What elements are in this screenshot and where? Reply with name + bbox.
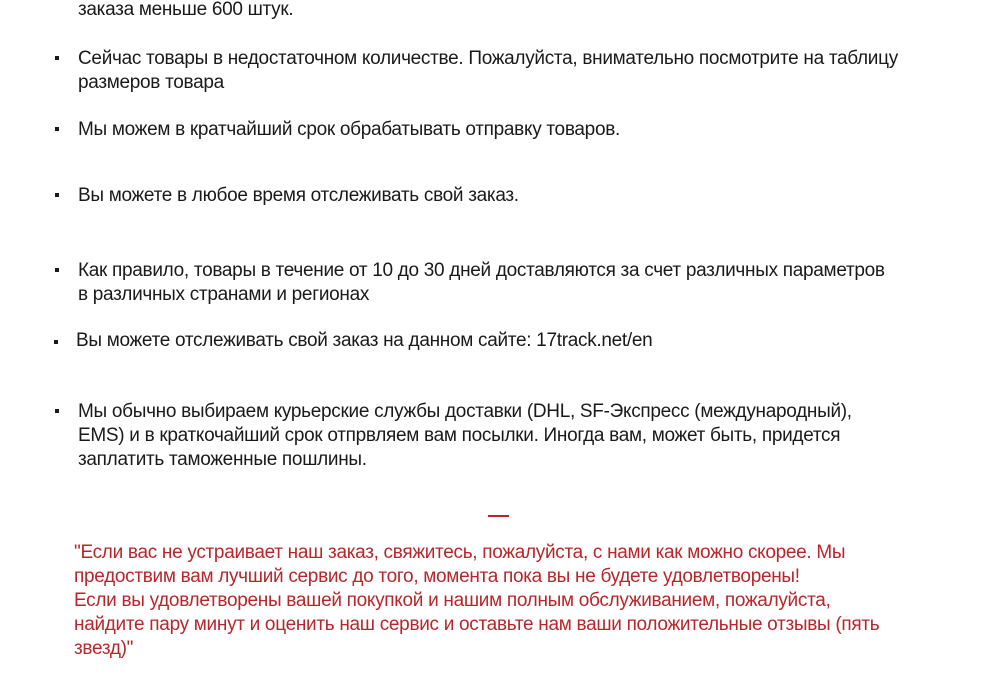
section-divider bbox=[488, 515, 509, 517]
bullet-line: в различных странами и регионах bbox=[78, 284, 370, 305]
closing-note bbox=[74, 541, 879, 661]
bullet-line: Вы можете отслеживать свой заказ на данном сайте: 17track.net/en bbox=[76, 330, 653, 351]
closing-note-line: найдите пару минут и оценить наш сервис и оставьте нам ваши положительные отзывы (пять bbox=[74, 614, 880, 635]
bullet-icon bbox=[55, 193, 59, 197]
closing-note-line: "Если вас не устраивает наш заказ, свяжитесь, пожалуйста, с нами как можно скорее. Мы bbox=[74, 542, 846, 563]
bullet-line: Мы обычно выбираем курьерские службы доставки (DHL, SF-Экспресс (международный), bbox=[78, 401, 852, 422]
bullet-line: Вы можете в любое время отслеживать свой заказ. bbox=[78, 185, 519, 206]
closing-note-line: Если вы удовлетворены вашей покупкой и нашим полным обслуживанием, пожалуйста, bbox=[74, 590, 831, 611]
bullet-icon bbox=[55, 56, 59, 60]
top-line-text: заказа меньше 600 штук. bbox=[78, 0, 294, 20]
bullet-line: заплатить таможенные пошлины. bbox=[78, 449, 367, 470]
bullet-icon bbox=[54, 340, 58, 344]
bullet-icon bbox=[55, 409, 59, 413]
bullet-line: Как правило, товары в течение от 10 до 30 дней доставляются за счет различных параметров bbox=[78, 260, 885, 281]
bullet-icon bbox=[55, 127, 59, 131]
bullet-line: Сейчас товары в недостаточном количестве. Пожалуйста, внимательно посмотрите на таблицу bbox=[78, 48, 898, 69]
closing-note-line: предоствим вам лучший сервис до того, момента пока вы не будете удовлетворены! bbox=[74, 566, 800, 587]
bullet-line: размеров товара bbox=[78, 72, 224, 93]
bullet-icon bbox=[55, 268, 59, 272]
bullet-line: EMS) и в краткочайший срок отпрвляем вам посылки. Иногда вам, может быть, придется bbox=[78, 425, 841, 446]
bullet-line: Мы можем в кратчайший срок обрабатывать отправку товаров. bbox=[78, 119, 620, 140]
closing-note-line: звезд)" bbox=[74, 638, 134, 659]
